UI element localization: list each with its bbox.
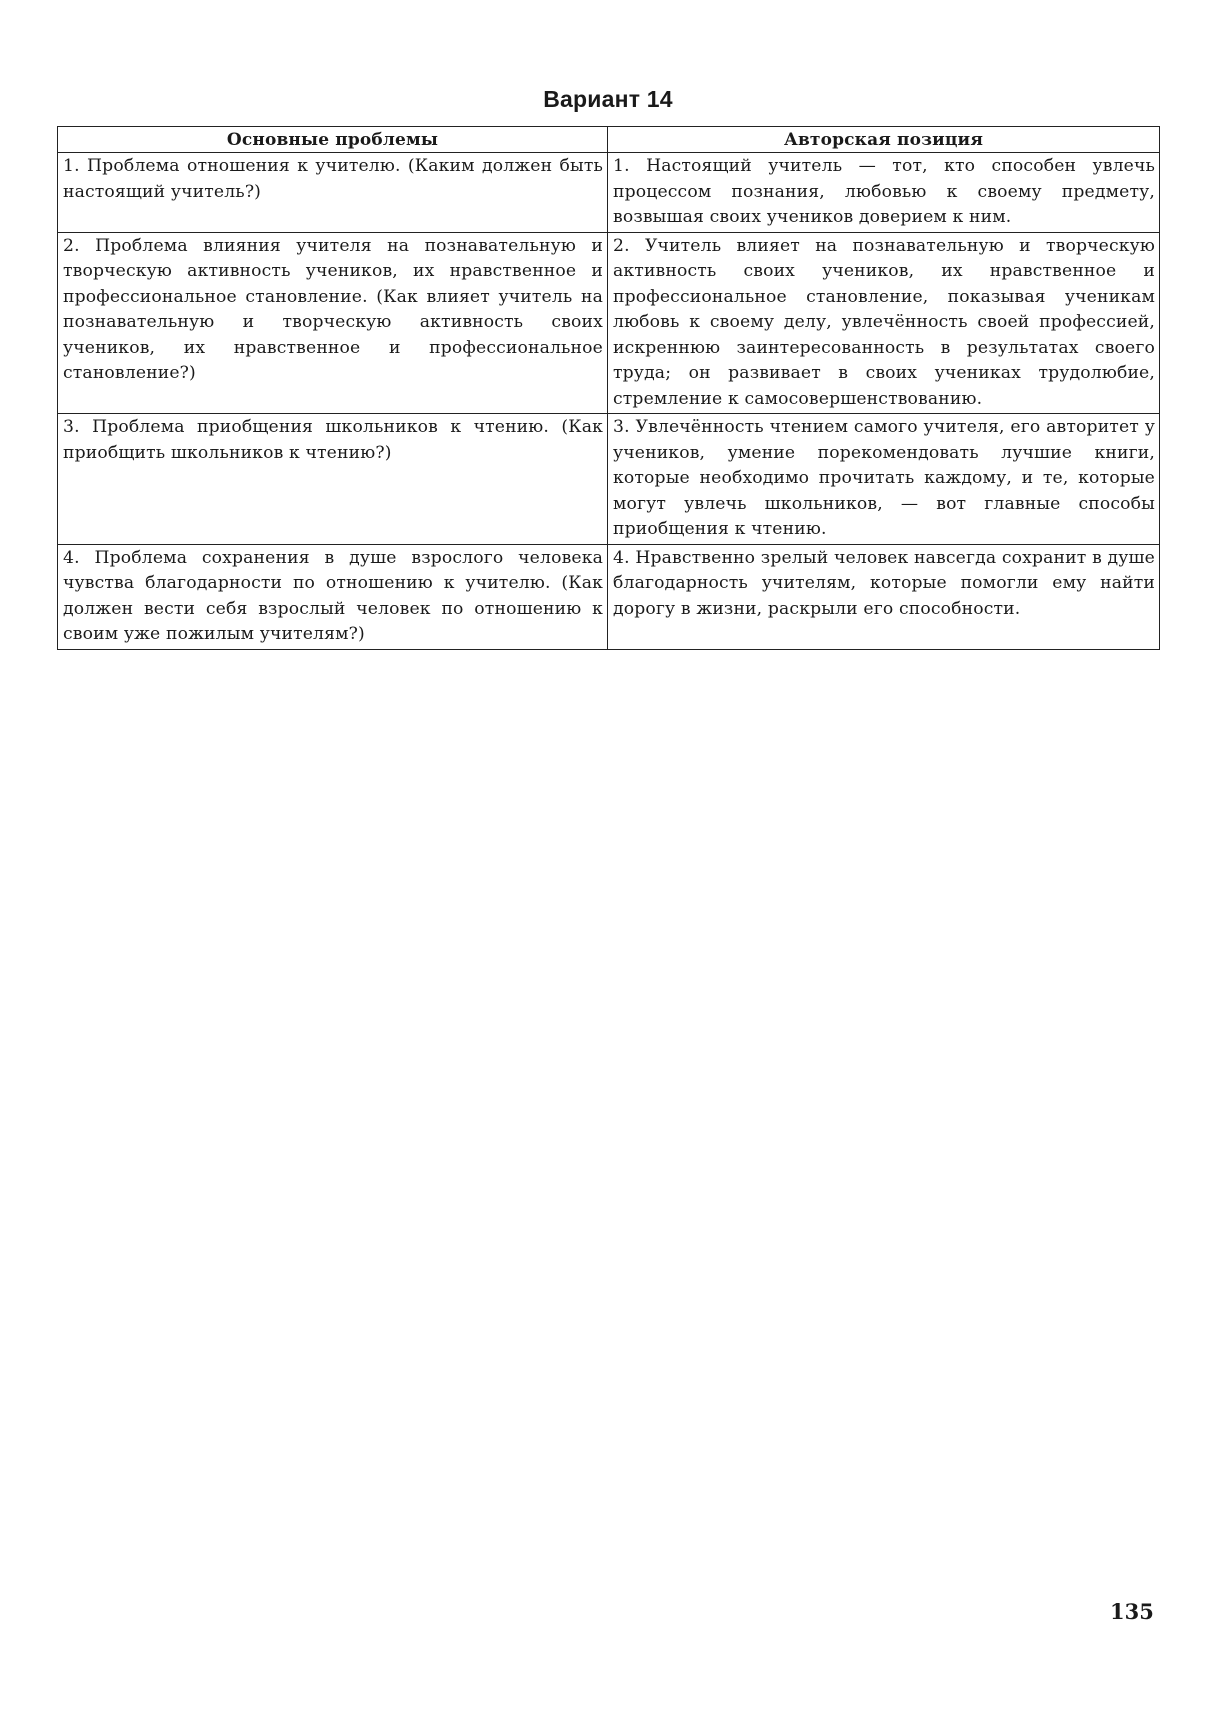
table-header-row — [58, 127, 1160, 153]
table-row — [58, 232, 1160, 414]
position-cell: 3. Увлечённость чтением самого учителя, его авторитет у учеников, умение порекомендовать лучшие книги, которые необходимо прочитать каждому, и те, которые могут увлечь школьников, — вот главные способы приобщения к чтению. — [608, 414, 1160, 545]
position-cell: 4. Нравственно зрелый человек навсегда сохранит в душе благодарность учителям, которые помогли ему найти дорогу в жизни, раскрыли его способности. — [608, 544, 1160, 649]
table-row — [58, 153, 1160, 233]
page-title: Вариант 14 — [543, 86, 673, 112]
column-header-author-position: Авторская позиция — [608, 127, 1160, 153]
problem-cell: 2. Проблема влияния учителя на познавательную и творческую активность учеников, их нравственное и профессиональное становление. (Как влияет учитель на познавательную и творческую активность своих учеников, их нравственное и профессиональное становление?) — [58, 232, 608, 414]
problems-table — [57, 126, 1160, 650]
problem-cell: 3. Проблема приобщения школьников к чтению. (Как приобщить школьников к чтению?) — [58, 414, 608, 545]
table-row — [58, 414, 1160, 545]
column-header-problems: Основные проблемы — [58, 127, 608, 153]
position-cell: 2. Учитель влияет на познавательную и творческую активность своих учеников, их нравственное и профессиональное становление, показывая ученикам любовь к своему делу, увлечённость своей профессией, искреннюю заинтересованность в результатах своего труда; он развивает в своих учениках трудолюбие, стремление к самосовершенствованию. — [608, 232, 1160, 414]
table-row — [58, 544, 1160, 649]
position-cell: 1. Настоящий учитель — тот, кто способен увлечь процессом познания, любовью к своему предмету, возвышая своих учеников доверием к ним. — [608, 153, 1160, 233]
page-number: 135 — [1110, 1599, 1154, 1624]
problem-cell: 1. Проблема отношения к учителю. (Каким должен быть настоящий учитель?) — [58, 153, 608, 233]
problem-cell: 4. Проблема сохранения в душе взрослого человека чувства благодарности по отношению к учителю. (Как должен вести себя взрослый человек по отношению к своим уже пожилым учителям?) — [58, 544, 608, 649]
